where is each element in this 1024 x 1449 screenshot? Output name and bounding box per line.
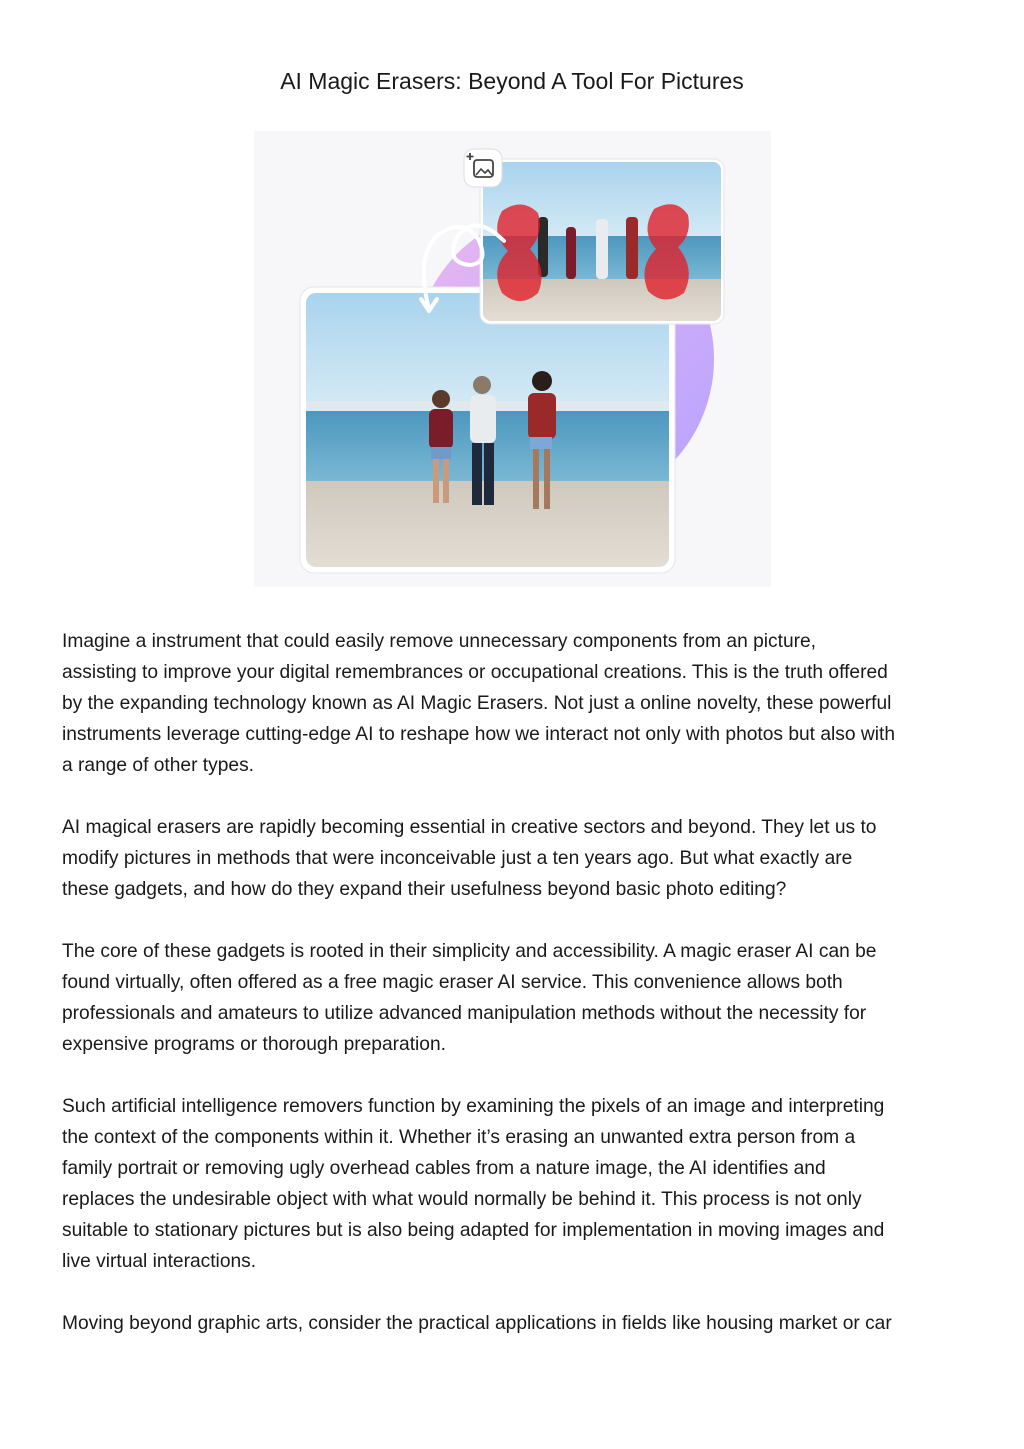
hero-illustration: [254, 131, 771, 587]
text-line: suitable to stationary pictures but is also being adapted for implementation in moving images and: [62, 1220, 885, 1241]
text-line: professionals and amateurs to utilize advanced manipulation methods without the necessity for: [62, 1003, 867, 1024]
text-line: Moving beyond graphic arts, consider the practical applications in fields like housing market or car: [62, 1313, 892, 1334]
add-image-icon: [464, 149, 502, 187]
paragraph-4: [62, 1091, 967, 1277]
text-line: by the expanding technology known as AI Magic Erasers. Not just a online novelty, these powerful: [62, 693, 892, 714]
text-line: The core of these gadgets is rooted in their simplicity and accessibility. A magic eraser AI can be: [62, 941, 877, 962]
paragraph-3: [62, 936, 967, 1060]
text-line: found virtually, often offered as a free magic eraser AI service. This convenience allows both: [62, 972, 843, 993]
text-line: instruments leverage cutting-edge AI to reshape how we interact not only with photos but also with: [62, 724, 895, 745]
text-line: assisting to improve your digital remembrances or occupational creations. This is the truth offered: [62, 662, 888, 683]
text-line: the context of the components within it. Whether it’s erasing an unwanted extra person from a: [62, 1127, 856, 1148]
article-body: [62, 626, 967, 1370]
paragraph-1: [62, 626, 967, 781]
before-after-illustration: [254, 131, 771, 587]
page-title: AI Magic Erasers: Beyond A Tool For Pictures: [280, 68, 744, 94]
text-line: modify pictures in methods that were inconceivable just a ten years ago. But what exactly are: [62, 848, 853, 869]
paragraph-5: [62, 1308, 967, 1339]
text-line: Such artificial intelligence removers function by examining the pixels of an image and interpreting: [62, 1096, 885, 1117]
text-line: replaces the undesirable object with what would normally be behind it. This process is not only: [62, 1189, 862, 1210]
paragraph-2: [62, 812, 967, 905]
text-line: AI magical erasers are rapidly becoming essential in creative sectors and beyond. They let us to: [62, 817, 877, 838]
after-photo: [300, 287, 675, 573]
text-line: live virtual interactions.: [62, 1251, 257, 1272]
text-line: Imagine a instrument that could easily remove unnecessary components from an picture,: [62, 631, 817, 652]
before-photo: [480, 159, 724, 324]
text-line: a range of other types.: [62, 755, 254, 776]
text-line: expensive programs or thorough preparation.: [62, 1034, 446, 1055]
text-line: these gadgets, and how do they expand their usefulness beyond basic photo editing?: [62, 879, 787, 900]
text-line: family portrait or removing ugly overhead cables from a nature image, the AI identifies and: [62, 1158, 826, 1179]
